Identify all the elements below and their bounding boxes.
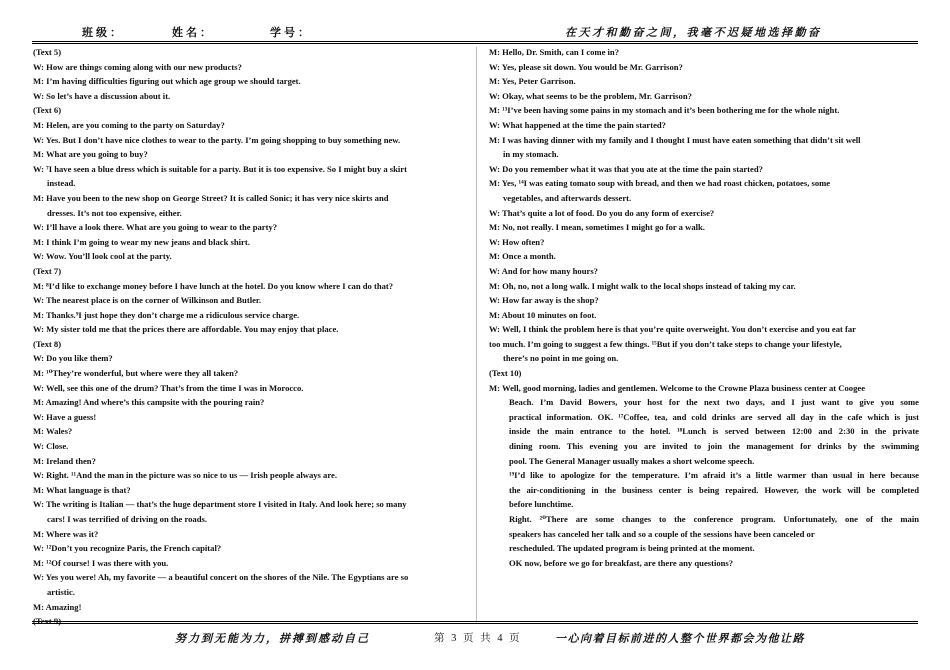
transcript-line: W: Have a guess! <box>33 411 97 422</box>
transcript-line: M: ⁸I’d like to exchange money before I have lunch at the hotel. Do you know where I can do that? <box>33 280 394 291</box>
transcript-line: W: Right. ¹¹And the man in the picture was so nice to us — Irish people always are. <box>33 470 337 481</box>
footer-slogan-right: 一心向着目标前进的人整个世界都会为他让路 <box>555 632 805 645</box>
name-label: 姓名： <box>172 26 214 39</box>
transcript-line: W: How are things coming along with our new products? <box>33 61 242 72</box>
transcript-line: M: Have you been to the new shop on George Street? It is called Sonic; it has very nice skirts and <box>33 192 389 203</box>
transcript-line: M: What are you going to buy? <box>33 149 148 160</box>
footer-rule-2 <box>32 623 918 624</box>
transcript-line: W: How often? <box>489 236 545 247</box>
transcript-line: M: About 10 minutes on foot. <box>489 309 597 320</box>
transcript-line: W: Yes, please sit down. You would be Mr. Garrison? <box>489 61 683 72</box>
transcript-line: W: How far away is the shop? <box>489 295 599 306</box>
transcript-line: M: ¹³I’ve been having some pains in my stomach and it’s been bothering me for the whole night. <box>489 105 840 116</box>
transcript-column-right <box>489 45 919 570</box>
transcript-line: M: I think I’m going to wear my new jeans and black shirt. <box>33 236 250 247</box>
transcript-line: dining room. This evening you are invited to join the management for drinks by the swimming <box>509 441 919 452</box>
transcript-line: M: Wales? <box>33 426 73 437</box>
transcript-line: instead. <box>47 178 76 189</box>
transcript-line: artistic. <box>47 586 75 597</box>
transcript-line: M: Once a month. <box>489 251 556 262</box>
transcript-line: M: Well, good morning, ladies and gentlemen. Welcome to the Crowne Plaza business center at Coogee <box>489 382 866 393</box>
transcript-line: rescheduled. The updated program is being printed at the moment. <box>509 543 755 554</box>
transcript-line: M: Oh, no, not a long walk. I might walk to the local shops instead of taking my car. <box>489 280 796 291</box>
transcript-line: W: Do you like them? <box>33 353 113 364</box>
transcript-line: in my stomach. <box>503 149 559 160</box>
transcript-line: inside the main entrance to the hotel. ¹⁸Lunch is served between 12:00 and 2:30 in the private <box>509 426 919 437</box>
footer-rule-1 <box>32 621 918 622</box>
transcript-line: ¹⁹I’d like to apologize for the temperature. I’m afraid it’s a little warmer than usual in here because <box>509 470 919 481</box>
transcript-line: W: Well, see this one of the drum? That’s from the time I was in Morocco. <box>33 382 304 393</box>
transcript-line: W: And for how many hours? <box>489 265 598 276</box>
class-label: 班级： <box>82 26 124 39</box>
transcript-line: OK now, before we go for breakfast, are there any questions? <box>509 557 734 568</box>
transcript-line: M: Amazing! <box>33 601 82 612</box>
transcript-line: W: So let’s have a discussion about it. <box>33 90 171 101</box>
transcript-line: M: I’m having difficulties figuring out which age group we should target. <box>33 76 301 87</box>
transcript-line: Right. ²⁰There are some changes to the conference program. Unfortunately, one of the main <box>509 514 919 524</box>
transcript-line: M: Where was it? <box>33 528 99 539</box>
transcript-line: vegetables, and afterwards dessert. <box>503 192 632 203</box>
transcript-line: W: Okay, what seems to be the problem, Mr. Garrison? <box>489 90 692 101</box>
transcript-line: W: Close. <box>33 441 69 452</box>
transcript-line: (Text 8) <box>33 338 62 349</box>
transcript-line: W: The nearest place is on the corner of Wilkinson and Butler. <box>33 295 262 306</box>
transcript-line: M: Ireland then? <box>33 455 96 466</box>
transcript-column-left <box>33 45 465 629</box>
transcript-line: M: I was having dinner with my family and I thought I must have eaten something that didn’t sit well <box>489 134 861 145</box>
transcript-line: M: What language is that? <box>33 484 131 495</box>
transcript-line: (Text 7) <box>33 265 62 276</box>
transcript-line: Beach. I’m David Bowers, your host for the next two days, and I just want to give you some <box>509 397 919 408</box>
transcript-line: M: Helen, are you coming to the party on Saturday? <box>33 119 225 130</box>
transcript-line: (Text 5) <box>33 47 62 57</box>
transcript-line: dresses. It’s not too expensive, either. <box>47 207 182 218</box>
header-rule-1 <box>32 41 918 42</box>
transcript-line: W: What happened at the time the pain started? <box>489 119 666 130</box>
transcript-line: pool. The General Manager usually makes a short welcome speech. <box>509 455 755 466</box>
transcript-line: W: Yes. But I don’t have nice clothes to wear to the party. I’m going shopping to buy something new. <box>33 134 401 145</box>
transcript-line: M: Yes, Peter Garrison. <box>489 76 576 87</box>
transcript-line: W: Yes you were! Ah, my favorite — a beautiful concert on the shores of the Nile. The Egyptians are so <box>33 572 409 583</box>
transcript-line: M: Amazing! And where’s this campsite with the pouring rain? <box>33 397 265 408</box>
transcript-line: W: The writing is Italian — that’s the huge department store I visited in Italy. And look here; so many <box>33 499 407 510</box>
transcript-line: M: ¹²Of course! I was there with you. <box>33 557 169 568</box>
transcript-line: W: Well, I think the problem here is that you’re quite overweight. You don’t exercise and you eat far <box>489 324 856 335</box>
transcript-line: there’s no point in me going on. <box>503 353 619 364</box>
transcript-line: W: ⁷I have seen a blue dress which is suitable for a party. But it is too expensive. So I might buy a skirt <box>33 163 407 174</box>
transcript-line: cars! I was terrified of driving on the roads. <box>47 514 208 524</box>
student-id-label: 学号： <box>270 26 312 39</box>
transcript-line: the air-conditioning in the business center is being repaired. However, the work will be completed <box>509 484 919 495</box>
transcript-line: M: Yes, ¹⁴I was eating tomato soup with bread, and then we had roast chicken, potatoes, some <box>489 178 831 189</box>
footer-slogan-left: 努力到无能为力，拼搏到感动自己 <box>175 632 370 645</box>
transcript-line: W: ¹²Don’t you recognize Paris, the French capital? <box>33 543 222 554</box>
transcript-line: M: ¹⁰They’re wonderful, but where were they all taken? <box>33 368 239 379</box>
column-divider <box>476 47 477 623</box>
header-motto: 在天才和勤奋之间，我毫不迟疑地选择勤奋 <box>565 26 822 39</box>
transcript-line: before lunchtime. <box>509 499 574 510</box>
transcript-line: practical information. OK. ¹⁷Coffee, tea, and cold drinks are served all day in the cafe which is just <box>509 411 919 422</box>
transcript-line: W: Wow. You’ll look cool at the party. <box>33 251 172 262</box>
header-rule-2 <box>32 43 918 44</box>
transcript-line: W: That’s quite a lot of food. Do you do any form of exercise? <box>489 207 715 218</box>
transcript-line: too much. I’m going to suggest a few things. ¹⁵But if you don’t take steps to change your lifestyle, <box>489 338 842 349</box>
transcript-line: (Text 10) <box>489 368 522 379</box>
transcript-line: speakers has canceled her talk and so a couple of the sessions have been canceled or <box>509 528 815 539</box>
page-number: 第 3 页 共 4 页 <box>434 633 522 644</box>
transcript-line: W: I’ll have a look there. What are you going to wear to the party? <box>33 222 278 233</box>
transcript-line: (Text 6) <box>33 105 62 116</box>
transcript-line: M: No, not really. I mean, sometimes I might go for a walk. <box>489 222 705 233</box>
transcript-line: M: Thanks.⁹I just hope they don’t charge me a ridiculous service charge. <box>33 309 300 320</box>
transcript-line: M: Hello, Dr. Smith, can I come in? <box>489 47 620 57</box>
page-header <box>0 0 950 44</box>
transcript-line: W: My sister told me that the prices there are affordable. You may enjoy that place. <box>33 324 339 335</box>
transcript-line: W: Do you remember what it was that you ate at the time the pain started? <box>489 163 763 174</box>
